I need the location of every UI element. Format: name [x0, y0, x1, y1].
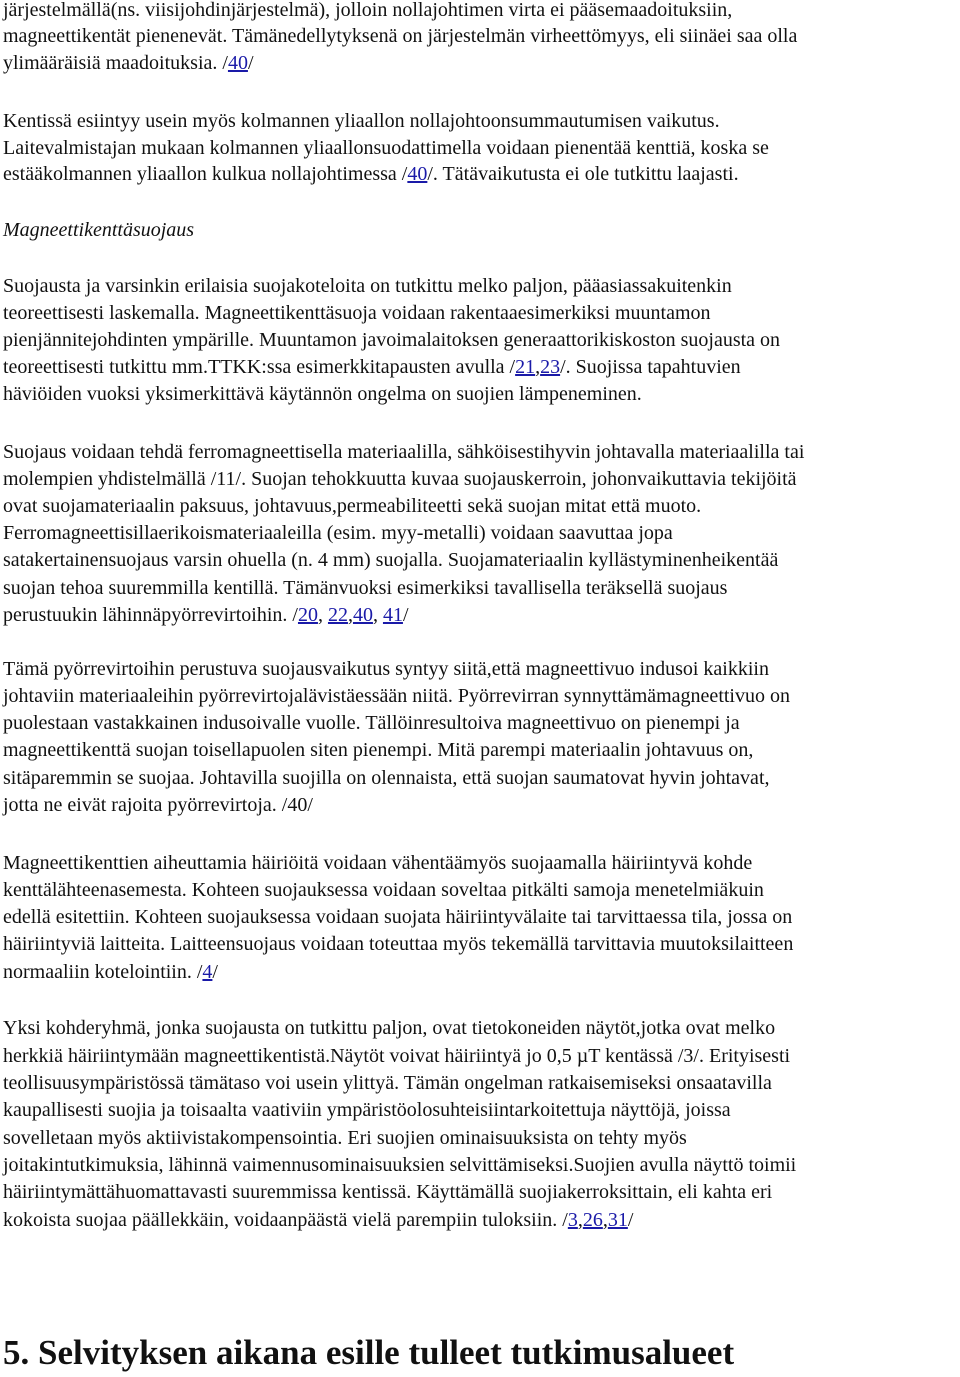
text-line: pienjännitejohdinten ympärille. Muuntamon javoimalaitoksen generaattorikiskoston suojausta on: [3, 329, 781, 351]
section-subheading: Magneettikenttäsuojaus: [3, 219, 195, 241]
text-fragment: /: [247, 52, 254, 74]
text-line: jotta ne eivät rajoita pyörrevirtoja. /40/: [3, 794, 313, 816]
text-fragment: teoreettisesti tutkittu mm.TTKK:ssa esimerkkitapausten avulla /: [3, 356, 516, 378]
text-line: molempien yhdistelmällä /11/. Suojan tehokkuutta kuvaa suojauskerroin, johonvaikuttavia tekijöitä: [3, 468, 797, 490]
text-line: satakertainensuojaus varsin ohuella (n. 4 mm) suojalla. Suojamateriaalin kyllästyminenheikentää: [3, 549, 779, 571]
text-fragment: /. Tätävaikutusta ei ole tutkittu laajasti.: [427, 163, 739, 185]
text-fragment: ,: [602, 1209, 608, 1231]
text-line: teoreettisesti laskemalla. Magneettikenttäsuoja voidaan rakentaaesimerkiksi muuntamon: [3, 302, 711, 324]
text-line: Tämä pyörrevirtoihin perustuva suojausvaikutus syntyy siitä,että magneettivuo indusoi kaikkiin: [3, 658, 769, 680]
text-fragment: estääkolmannen yliaallon kulkua nollajohtimessa /: [3, 163, 408, 185]
text-line: johtaviin materiaaleihin pyörrevirtojalävistäessään niitä. Pyörrevirran synnyttämämagneettivuo on: [3, 685, 790, 707]
text-fragment: /. Suojissa tapahtuvien: [560, 356, 741, 378]
text-line: [3, 162, 739, 188]
text-line: sovelletaan myös aktiivistakompensointia. Eri suojien ominaisuuksista on tehty myös: [3, 1127, 687, 1149]
text-fragment: /: [627, 1209, 634, 1231]
text-fragment: ,: [535, 356, 541, 378]
reference-link-22[interactable]: 22: [327, 604, 348, 626]
reference-link-23[interactable]: 23: [540, 356, 561, 378]
reference-link-4[interactable]: 4: [202, 961, 213, 983]
text-fragment: /: [212, 961, 218, 983]
text-line: häiriintymättähuomattavasti suuremmissa kentissä. Käyttämällä suojiakerroksittain, eli kahta eri: [3, 1181, 773, 1203]
text-line: magneettikenttä suojan toisellapuolen siten pienempi. Mitä parempi materiaalin johtavuus on,: [3, 739, 754, 761]
text-line: Magneettikenttien aiheuttamia häiriöitä voidaan vähentäämyös suojaamalla häiriintyvä kohde: [3, 852, 753, 874]
text-line: häiriintyviä laitteita. Laitteensuojaus voidaan toteuttaa myös tekemällä tarvittavia muutoksilaitteen: [3, 933, 794, 955]
text-line: Suojaus voidaan tehdä ferromagneettisella materiaalilla, sähköisestihyvin johtavalla materiaalilla tai: [3, 441, 805, 463]
text-line: [3, 51, 254, 77]
text-line: herkkiä häiriintymään magneettikentistä.Näytöt voivat häiriintyä jo 0,5 µT kentässä /3/. Erityisesti: [3, 1045, 791, 1067]
reference-link-20[interactable]: 20: [297, 604, 318, 626]
text-line: kaupallisesti suojia ja toisaalta vaativiin ympäristöolosuhteisiintarkoitettuja näyttöjä, joissa: [3, 1099, 731, 1121]
text-line: kenttälähteenasemesta. Kohteen suojauksessa voidaan soveltaa pitkälti samoja menetelmiäkuin: [3, 879, 764, 901]
text-fragment: ,: [347, 604, 353, 626]
text-line: [3, 1208, 633, 1234]
text-fragment: ,: [577, 1209, 583, 1231]
text-fragment: perustuukin lähinnäpyörrevirtoihin. /: [3, 604, 298, 626]
text-line: Yksi kohderyhmä, jonka suojausta on tutkittu paljon, ovat tietokoneiden näytöt,jotka ovat melko: [3, 1017, 776, 1039]
text-line: Ferromagneettisillaerikoismateriaaleilla (esim. myy-metalli) voidaan saavuttaa jopa: [3, 522, 673, 544]
text-line: edellä esitettiin. Kohteen suojauksessa voidaan suojata häiriintyvälaite tai tarvittaessa tila, jossa on: [3, 906, 793, 928]
text-line: Laitevalmistajan mukaan kolmannen yliaallonsuodattimella voidaan pienentää kenttiä, koska se: [3, 137, 769, 159]
reference-link-41[interactable]: 41: [382, 604, 403, 626]
text-line: [3, 960, 218, 986]
text-line: teollisuusympäristössä tämätaso voi usein ylittyä. Tämän ongelman ratkaisemiseksi onsaatavilla: [3, 1072, 772, 1094]
text-line: puolestaan vastakkainen indusoivalle vuolle. Tällöinresultoiva magneettivuo on pienempi ja: [3, 712, 740, 734]
text-fragment: kokoista suojaa päällekkäin, voidaanpäästä vielä parempiin tuloksiin. /: [3, 1209, 568, 1231]
text-line: sitäparemmin se suojaa. Johtavilla suojilla on olennaista, että suojan saumatovat hyvin johtavat,: [3, 767, 770, 789]
reference-link-40[interactable]: 40: [227, 52, 248, 74]
text-line: [3, 603, 409, 629]
text-fragment: /: [402, 604, 409, 626]
text-fragment: ylimääräisiä maadoituksia. /: [3, 52, 228, 74]
text-line: magneettikentät pienenevät. Tämänedellytyksenä on järjestelmän virheettömyys, eli siinäei saa olla: [3, 25, 798, 47]
reference-link-40[interactable]: 40: [407, 163, 428, 185]
reference-link-26[interactable]: 26: [582, 1209, 603, 1231]
text-fragment: normaaliin kotelointiin. /: [3, 961, 203, 983]
reference-link-40[interactable]: 40: [352, 604, 373, 626]
text-line: häviöiden vuoksi yksimerkittävä käytännön ongelma on suojien lämpeneminen.: [3, 383, 642, 405]
text-fragment: ,: [317, 604, 328, 626]
text-line: joitakintutkimuksia, lähinnä vaimennusominaisuuksien selvittämiseksi.Suojien avulla näyttö toimii: [3, 1154, 797, 1176]
text-fragment: ,: [372, 604, 383, 626]
text-line: ovat suojamateriaalin paksuus, johtavuus,permeabiliteetti sekä suojan mitat että muoto.: [3, 495, 702, 517]
text-line: suojan tehoa suuremmilla kentillä. Tämänvuoksi esimerkiksi tavallisella teräksellä suojaus: [3, 577, 728, 599]
reference-link-3[interactable]: 3: [567, 1209, 578, 1231]
reference-link-31[interactable]: 31: [607, 1209, 628, 1231]
section-heading: 5. Selvityksen aikana esille tulleet tutkimusalueet: [3, 1333, 735, 1372]
reference-link-21[interactable]: 21: [515, 356, 536, 378]
text-line: järjestelmällä(ns. viisijohdinjärjestelmä), jolloin nollajohtimen virta ei pääsemaadoituksiin,: [3, 0, 733, 21]
text-line: Kentissä esiintyy usein myös kolmannen yliaallon nollajohtoonsummautumisen vaikutus.: [3, 110, 720, 132]
text-line: [3, 355, 741, 381]
text-line: Suojausta ja varsinkin erilaisia suojakoteloita on tutkittu melko paljon, pääasiassakuitenkin: [3, 275, 732, 297]
